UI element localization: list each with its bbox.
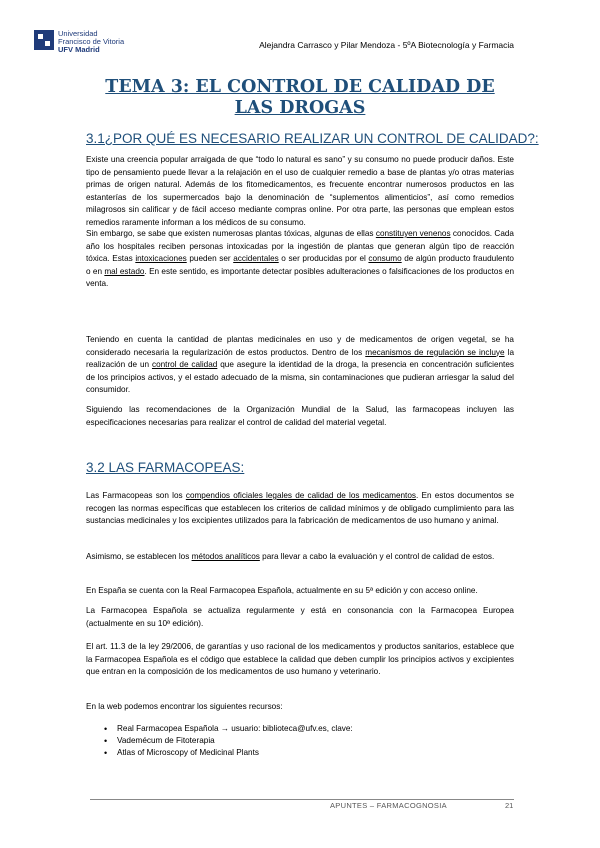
- section-1-heading: 3.1¿POR QUÉ ES NECESARIO REALIZAR UN CONTROL DE CALIDAD?:: [86, 131, 539, 146]
- footer-divider: [90, 799, 514, 800]
- section-2-heading: 3.2 LAS FARMACOPEAS:: [86, 460, 245, 475]
- section-1-paragraph-2: Sin embargo, se sabe que existen numerosas plantas tóxicas, algunas de ellas constituyen venenos conocidos. Cada año los hospitales reciben personas intoxicadas por la ingestión de plantas que generan algún tipo de reacción tóxica. Estas intoxicaciones pueden ser accidentales o ser producidas por el consumo de algún producto fraudulento o en mal estado. En este sentido, es importante detectar posibles adulteraciones o falsificaciones de los productos en venta.: [86, 229, 514, 288]
- page-title: TEMA 3: EL CONTROL DE CALIDAD DE LAS DROGAS: [105, 77, 495, 118]
- footer-text: APUNTES – FARMACOGNOSIA: [330, 801, 447, 810]
- section-2-paragraph-6: En la web podemos encontrar los siguientes recursos:: [86, 702, 283, 711]
- page-number: 21: [505, 801, 514, 810]
- logo-text: Universidad Francisco de Vitoria UFV Madrid: [58, 29, 125, 54]
- ufv-emblem-icon: [34, 30, 54, 50]
- list-item: • Real Farmacopea Española → usuario: biblioteca@ufv.es, clave:: [104, 723, 353, 735]
- section-2-paragraph-5: El art. 11.3 de la ley 29/2006, de garantías y uso racional de los medicamentos y productos sanitarios, establece que la Farmacopea Española es el código que establece la calidad que deben cumplir los principios activos y excipientes que entran en la composición de los medicamentos de uso humano y veterinario.: [86, 642, 514, 676]
- header-authors: Alejandra Carrasco y Pilar Mendoza - 5ºA Biotecnología y Farmacia: [259, 40, 514, 50]
- section-1-paragraph-4: Siguiendo las recomendaciones de la Organización Mundial de la Salud, las farmacopeas incluyen las especificaciones necesarias para realizar el control de calidad del material vegetal.: [86, 405, 514, 427]
- section-1-paragraph-1: Existe una creencia popular arraigada de que “todo lo natural es sano” y su consumo no puede producir daños. Este tipo de pensamiento puede llevar a la relajación en el uso de cualquier remedio a base de plantas y/o otras materias primas de origen natural. Además de los fitomedicamentos, es frecuente encontrar numerosos productos en las estanterías de los supermercados bajo la denominación de “suplementos alimenticios”, así como remedios milagrosos sin calificar y de fácil acceso mediante compras online. Por otra parte, las personas que emplean estos remedios raramente informan a los médicos de su consumo.: [86, 155, 514, 227]
- list-item: • Atlas of Microscopy of Medicinal Plants: [104, 747, 353, 759]
- section-2-paragraph-1: Las Farmacopeas son los compendios oficiales legales de calidad de los medicamentos. En estos documentos se recogen las normas específicas que establecen los criterios de calidad mínimos y de obligado cumplimiento para las sustancias medicinales y los excipientes utilizados para la fabricación de medicamentos de uso humano y animal.: [86, 491, 515, 525]
- resources-list: [104, 723, 353, 759]
- list-item: • Vademécum de Fitoterapia: [104, 735, 353, 747]
- section-2-paragraph-4: La Farmacopea Española se actualiza regularmente y está en consonancia con la Farmacopea Europea (actualmente en su 10ª edición).: [86, 606, 514, 628]
- university-logo: [34, 30, 144, 54]
- section-1-paragraph-3: Teniendo en cuenta la cantidad de plantas medicinales en uso y de medicamentos de origen vegetal, se ha considerado necesaria la regularización de estos productos. Dentro de los mecanismos de regulación se incluye la realización de un control de calidad que asegure la identidad de la droga, la presencia en concentración suficientes de los principios activos, y el estado adecuado de la misma, sin contaminaciones que pudieran arriesgar la salud del consumidor.: [86, 335, 514, 394]
- section-2-paragraph-2: Asimismo, se establecen los métodos analíticos para llevar a cabo la evaluación y el control de calidad de estos.: [86, 552, 495, 561]
- section-2-paragraph-3: En España se cuenta con la Real Farmacopea Española, actualmente en su 5ª edición y con acceso online.: [86, 586, 478, 595]
